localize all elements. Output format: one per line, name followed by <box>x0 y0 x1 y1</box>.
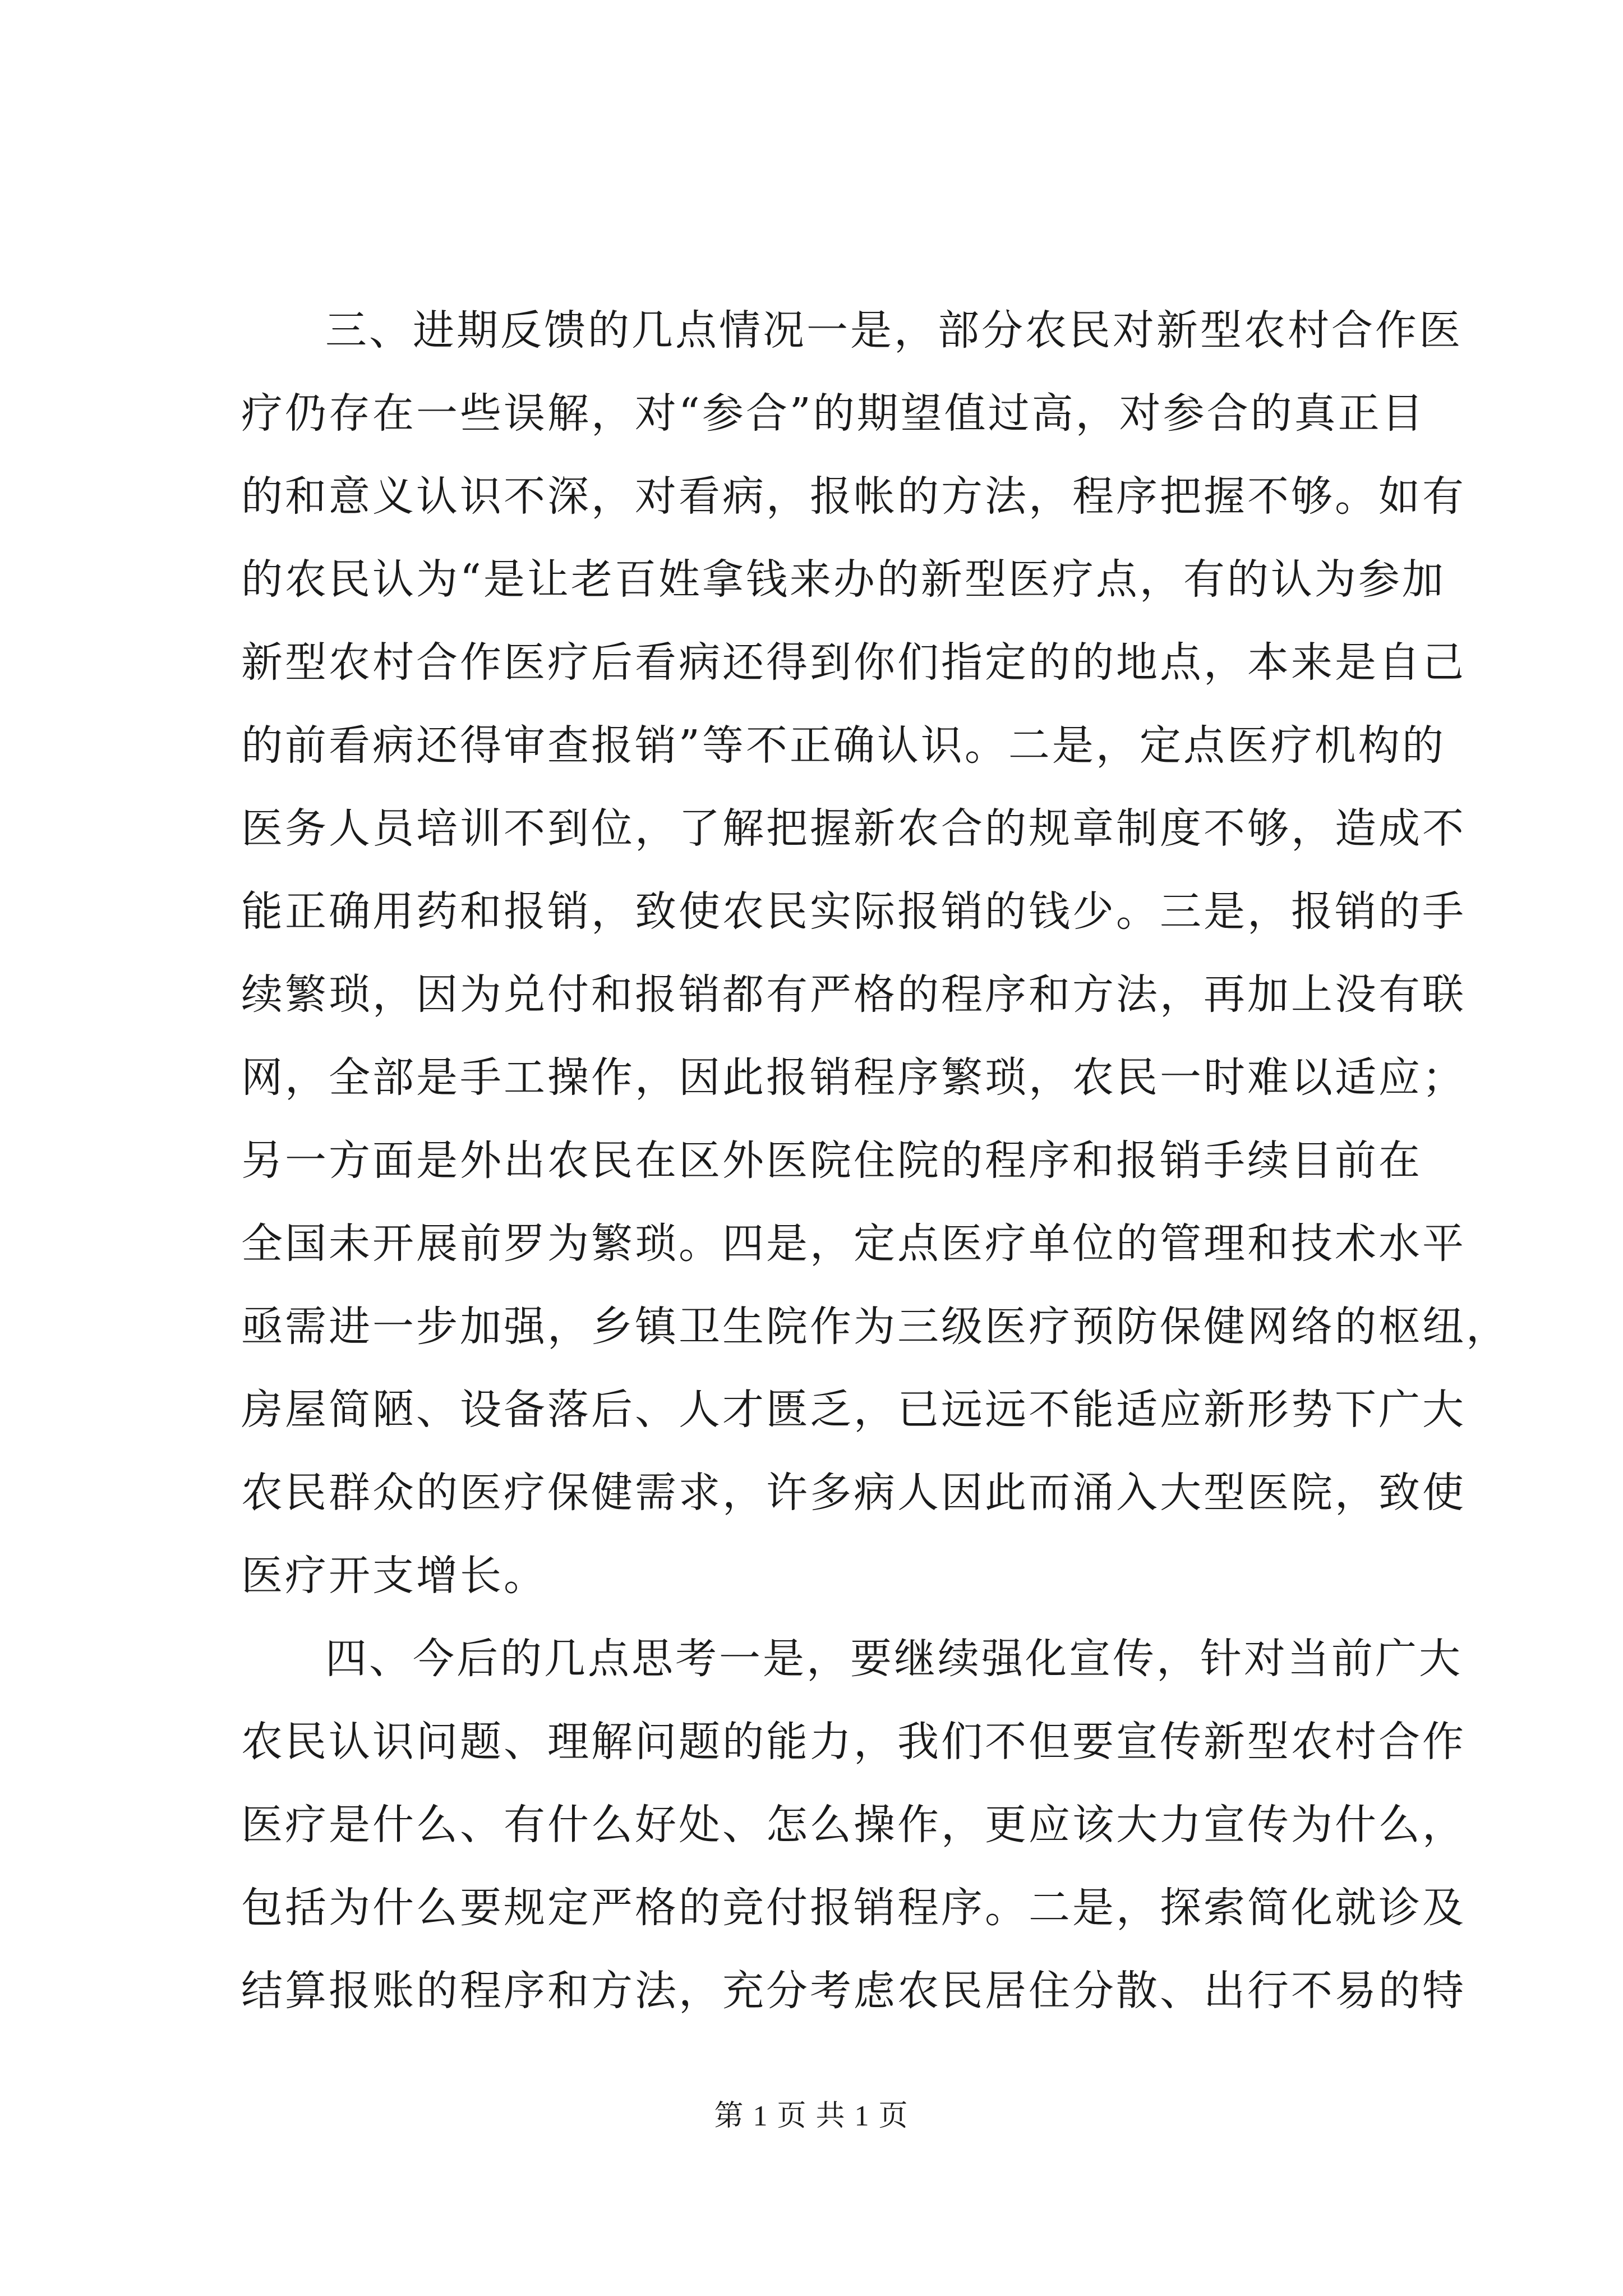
paragraph-3-line-3: 的和意义认识不深，对看病，报帐的方法，程序把握不够。如有 <box>241 472 1466 521</box>
paragraph-4-line-1: 四、今后的几点思考一是，要继续强化宣传，针对当前广大 <box>325 1635 1463 1683</box>
paragraph-3-line-1: 三、进期反馈的几点情况一是，部分农民对新型农村合作医 <box>325 306 1463 355</box>
paragraph-3-line-4: 的农民认为“是让老百姓拿钱来办的新型医疗点，有的认为参加 <box>241 555 1446 604</box>
paragraph-4-line-5: 结算报账的程序和方法，充分考虑农民居住分散、出行不易的特 <box>241 1967 1466 2015</box>
paragraph-3-line-13: 亟需进一步加强，乡镇卫生院作为三级医疗预防保健网络的枢纽， <box>241 1303 1510 1351</box>
paragraph-4-line-4: 包括为什么要规定严格的竞付报销程序。二是，探索简化就诊及 <box>241 1884 1466 1932</box>
paragraph-4-line-2: 农民认识问题、理解问题的能力，我们不但要宣传新型农村合作 <box>241 1718 1466 1766</box>
document-body <box>241 289 1510 2032</box>
paragraph-3-line-9: 续繁琐，因为兑付和报销都有严格的程序和方法，再加上没有联 <box>241 970 1466 1019</box>
paragraph-3-line-2: 疗仍存在一些误解，对“参合”的期望值过高，对参合的真正目 <box>241 389 1426 438</box>
paragraph-3-line-7: 医务人员培训不到位，了解把握新农合的规章制度不够，造成不 <box>241 804 1466 853</box>
paragraph-3-line-6: 的前看病还得审查报销”等不正确认识。二是，定点医疗机构的 <box>241 721 1446 770</box>
paragraph-3-line-15: 农民群众的医疗保健需求，许多病人因此而涌入大型医院，致使 <box>241 1469 1466 1517</box>
paragraph-3-line-12: 全国未开展前罗为繁琐。四是，定点医疗单位的管理和技术水平 <box>241 1220 1466 1268</box>
paragraph-3-line-10: 网，全部是手工操作，因此报销程序繁琐，农民一时难以适应； <box>241 1053 1466 1102</box>
paragraph-3-line-5: 新型农村合作医疗后看病还得到你们指定的的地点，本来是自己 <box>241 638 1466 687</box>
paragraph-3-line-11: 另一方面是外出农民在区外医院住院的程序和报销手续目前在 <box>241 1137 1422 1185</box>
paragraph-4-line-3: 医疗是什么、有什么好处、怎么操作，更应该大力宣传为什么， <box>241 1801 1466 1849</box>
page-number-footer: 第 1 页 共 1 页 <box>714 2100 909 2132</box>
paragraph-3-line-14: 房屋简陋、设备落后、人才匮乏，已远远不能适应新形势下广大 <box>241 1386 1466 1434</box>
paragraph-3-line-8: 能正确用药和报销，致使农民实际报销的钱少。三是，报销的手 <box>241 887 1466 936</box>
paragraph-3-line-16: 医疗开支增长。 <box>241 1552 547 1600</box>
